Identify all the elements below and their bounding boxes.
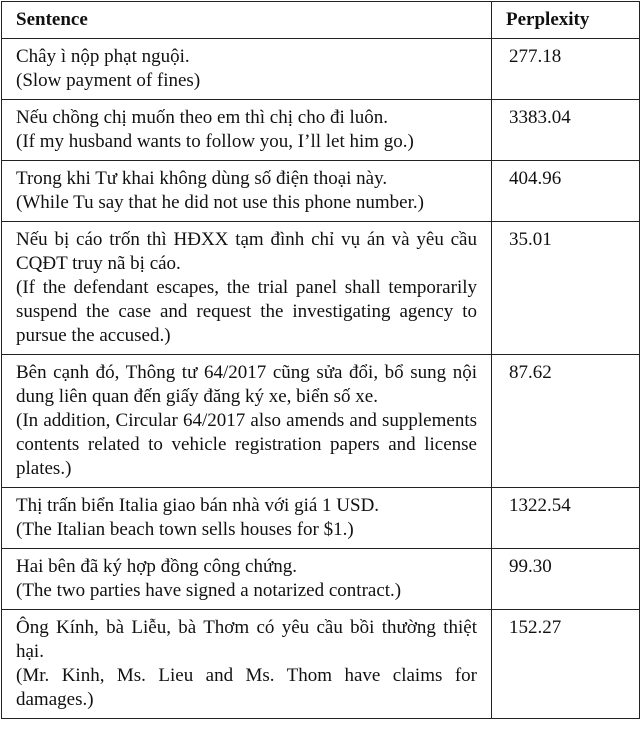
header-perplexity: Perplexity — [492, 2, 640, 39]
vietnamese-sentence: Bên cạnh đó, Thông tư 64/2017 cũng sửa đổi, bổ sung nội dung liên quan đến giấy đăng ký xe, biển số xe. — [16, 362, 477, 407]
english-translation: (Slow payment of fines) — [16, 70, 201, 91]
header-sentence: Sentence — [2, 2, 492, 39]
sentence-cell — [2, 549, 492, 610]
perplexity-value: 404.96 — [492, 161, 640, 222]
perplexity-value: 152.27 — [492, 610, 640, 719]
table-row — [2, 39, 640, 100]
english-translation: (If my husband wants to follow you, I’ll let him go.) — [16, 131, 414, 152]
perplexity-value: 277.18 — [492, 39, 640, 100]
vietnamese-sentence: Ông Kính, bà Liễu, bà Thơm có yêu cầu bồi thường thiệt hại. — [16, 617, 477, 662]
vietnamese-sentence: Chây ì nộp phạt nguội. — [16, 46, 190, 67]
perplexity-table — [1, 1, 640, 719]
sentence-cell — [2, 222, 492, 355]
perplexity-value: 1322.54 — [492, 488, 640, 549]
perplexity-value: 35.01 — [492, 222, 640, 355]
sentence-cell — [2, 161, 492, 222]
table-row — [2, 610, 640, 719]
sentence-cell — [2, 355, 492, 488]
english-translation: (While Tu say that he did not use this phone number.) — [16, 192, 424, 213]
sentence-cell — [2, 100, 492, 161]
perplexity-table-wrapper — [1, 1, 640, 719]
perplexity-value: 3383.04 — [492, 100, 640, 161]
table-row — [2, 355, 640, 488]
vietnamese-sentence: Trong khi Tư khai không dùng số điện thoại này. — [16, 168, 388, 189]
english-translation: (In addition, Circular 64/2017 also amends and supplements contents related to vehicle registration papers and license plates.) — [16, 410, 477, 479]
english-translation: (The two parties have signed a notarized contract.) — [16, 580, 402, 601]
vietnamese-sentence: Hai bên đã ký hợp đồng công chứng. — [16, 556, 298, 577]
sentence-cell — [2, 39, 492, 100]
perplexity-value: 99.30 — [492, 549, 640, 610]
vietnamese-sentence: Thị trấn biển Italia giao bán nhà với giá 1 USD. — [16, 495, 380, 516]
header-row — [2, 2, 640, 39]
table-row — [2, 549, 640, 610]
english-translation: (If the defendant escapes, the trial panel shall temporarily suspend the case and request the investigating agency to pursue the accused.) — [16, 277, 477, 346]
sentence-cell — [2, 488, 492, 549]
vietnamese-sentence: Nếu bị cáo trốn thì HĐXX tạm đình chỉ vụ án và yêu cầu CQĐT truy nã bị cáo. — [16, 229, 477, 274]
table-row — [2, 488, 640, 549]
english-translation: (The Italian beach town sells houses for $1.) — [16, 519, 354, 540]
sentence-cell — [2, 610, 492, 719]
table-row — [2, 100, 640, 161]
english-translation: (Mr. Kinh, Ms. Lieu and Ms. Thom have claims for damages.) — [16, 665, 477, 710]
table-row — [2, 222, 640, 355]
perplexity-value: 87.62 — [492, 355, 640, 488]
vietnamese-sentence: Nếu chồng chị muốn theo em thì chị cho đi luôn. — [16, 107, 389, 128]
table-row — [2, 161, 640, 222]
